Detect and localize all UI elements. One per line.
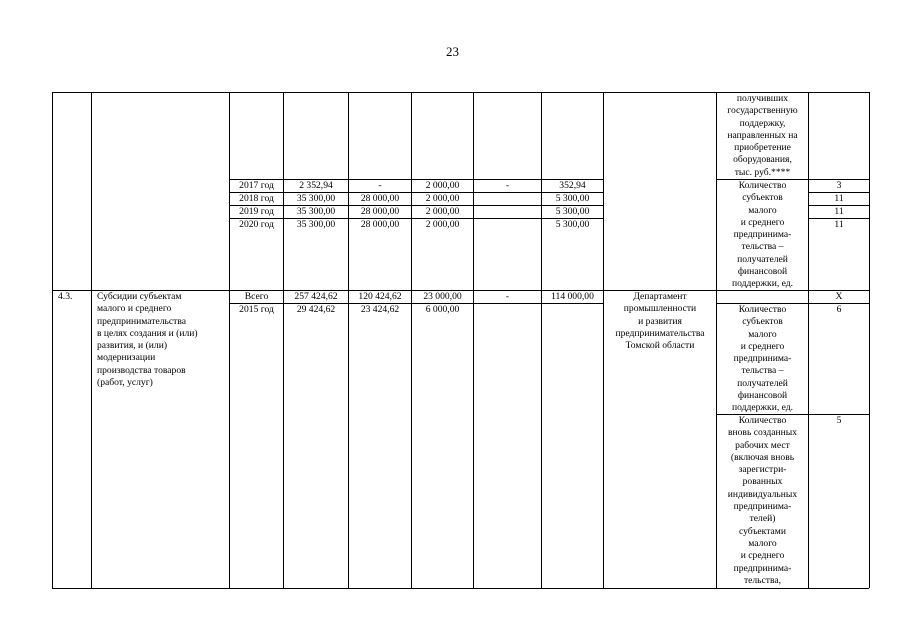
other-cell: 114 000,00	[551, 291, 594, 302]
regional-cell: 2 000,00	[425, 180, 460, 191]
regional-cell: 2 000,00	[425, 193, 460, 204]
federal-cell: 28 000,00	[360, 206, 400, 217]
regional-cell: 2 000,00	[425, 206, 460, 217]
total-cell: 29 424,62	[296, 304, 336, 315]
year-cell: Всего	[244, 291, 269, 302]
indicator-continued-text: получивших государственную поддержку, направленных на приобретение оборудования, тыс. руб.****	[727, 93, 798, 178]
indicator-name-cell: Количество субъектов малого и среднего предпринима- тельства – получателей финансовой поддержки, ед.	[731, 180, 794, 290]
federal-cell: 23 424,62	[360, 304, 400, 315]
local-cell: -	[505, 291, 510, 302]
indicator-value-cell: 11	[834, 193, 844, 204]
indicator-value-cell: 5	[836, 415, 842, 426]
other-cell: 5 300,00	[555, 193, 590, 204]
measure-name-cell: Субсидии субъектам малого и среднего предпринимательства в целях создания и (или) развития, и (или) модернизации производства товаров (работ, услуг)	[97, 291, 198, 389]
federal-cell: 28 000,00	[360, 193, 400, 204]
regional-cell: 2 000,00	[425, 219, 460, 230]
indicator-value-cell: 6	[836, 304, 842, 315]
item-number: 4.3.	[58, 291, 73, 302]
indicator-value-cell: Х	[835, 291, 843, 302]
total-cell: 35 300,00	[296, 193, 336, 204]
federal-cell: 120 424,62	[358, 291, 402, 302]
year-cell: 2018 год	[239, 193, 274, 204]
federal-cell: -	[378, 180, 382, 191]
federal-cell: 28 000,00	[360, 219, 400, 230]
indicator-value-cell: 11	[834, 206, 844, 217]
indicator-name-cell: Количество вновь созданных рабочих мест (включая вновь зарегистри- рованных индивидуальных предпринима- телей) субъектами малого и среднего предпринима- тельства,	[727, 415, 798, 586]
other-cell: 5 300,00	[555, 206, 590, 217]
total-cell: 35 300,00	[296, 219, 336, 230]
year-cell: 2015 год	[239, 304, 274, 315]
year-cell: 2020 год	[239, 219, 274, 230]
other-cell: 5 300,00	[555, 219, 590, 230]
indicator-value-cell: 11	[834, 219, 844, 230]
regional-cell: 23 000,00	[423, 291, 462, 302]
indicator-name-cell: Количество субъектов малого и среднего предпринима- тельства – получателей финансовой поддержки, ед.	[731, 304, 794, 414]
total-cell: 35 300,00	[296, 206, 336, 217]
total-cell: 2 352,94	[299, 180, 333, 191]
total-cell: 257 424,62	[294, 291, 338, 302]
regional-cell: 6 000,00	[425, 304, 460, 315]
local-cell: -	[505, 180, 510, 191]
other-cell: 352,94	[559, 180, 586, 191]
indicator-value-cell: 3	[836, 180, 842, 191]
year-cell: 2017 год	[239, 180, 274, 191]
year-cell: 2019 год	[239, 206, 274, 217]
page-number: 23	[446, 44, 459, 59]
executor-cell: Департамент промышленности и развития предпринимательства Томской области	[615, 291, 705, 352]
